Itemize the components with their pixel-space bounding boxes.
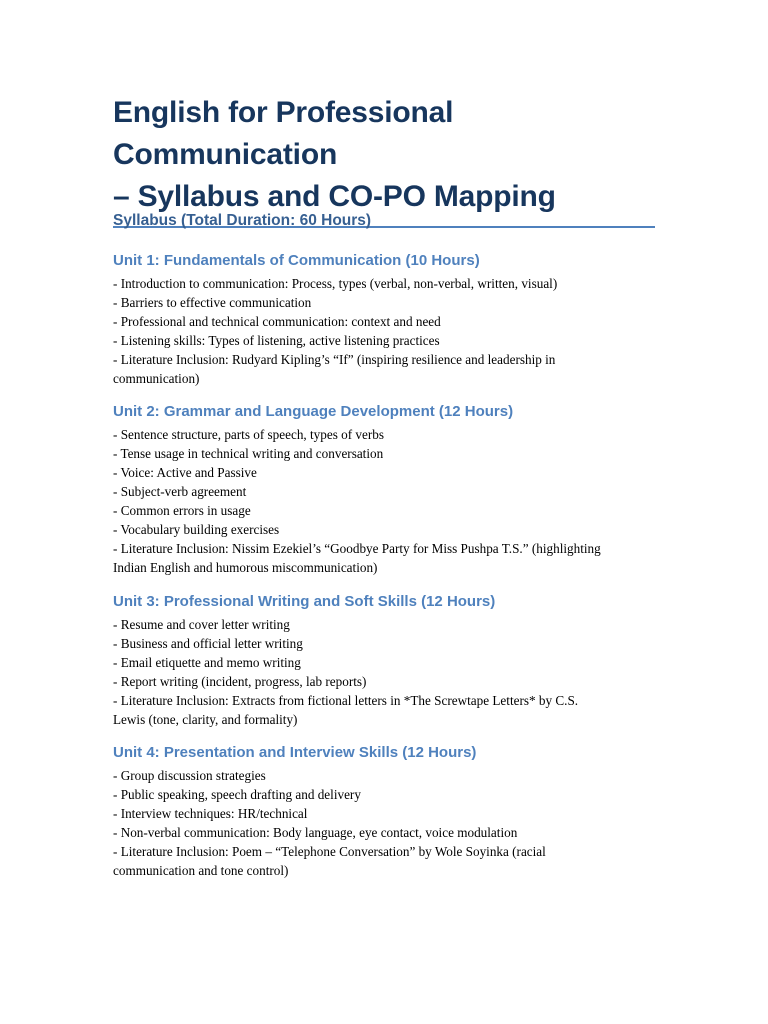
unit-4-line: - Non-verbal communication: Body language, eye contact, voice modulation	[113, 825, 518, 840]
unit-3-content	[113, 615, 658, 729]
document-page	[113, 92, 658, 878]
unit-3-line: - Email etiquette and memo writing	[113, 655, 301, 670]
unit-4-line: - Group discussion strategies	[113, 768, 266, 783]
unit-1-line: - Literature Inclusion: Rudyard Kipling’s “If” (inspiring resilience and leadership in	[113, 352, 556, 367]
unit-4-heading: Unit 4: Presentation and Interview Skills (12 Hours)	[113, 744, 477, 761]
unit-2-line: - Sentence structure, parts of speech, types of verbs	[113, 427, 384, 442]
title-line-1: English for Professional Communication	[113, 96, 454, 171]
unit-1-line: communication)	[113, 371, 200, 386]
unit-2-line: - Tense usage in technical writing and conversation	[113, 446, 384, 461]
unit-4-line: - Public speaking, speech drafting and delivery	[113, 787, 361, 802]
unit-4-line: - Interview techniques: HR/technical	[113, 806, 308, 821]
unit-1-heading: Unit 1: Fundamentals of Communication (10 Hours)	[113, 252, 480, 269]
unit-1-content	[113, 274, 658, 388]
unit-2-heading: Unit 2: Grammar and Language Development (12 Hours)	[113, 403, 514, 420]
unit-3-line: - Business and official letter writing	[113, 636, 303, 651]
unit-3-line: - Report writing (incident, progress, lab reports)	[113, 674, 367, 689]
unit-4-content	[113, 766, 658, 880]
unit-2-line: - Common errors in usage	[113, 503, 251, 518]
unit-1-line: - Introduction to communication: Process, types (verbal, non-verbal, written, visual)	[113, 276, 558, 291]
syllabus-heading: Syllabus (Total Duration: 60 Hours)	[113, 212, 372, 229]
unit-2-line: - Subject-verb agreement	[113, 484, 247, 499]
unit-3-line: - Literature Inclusion: Extracts from fictional letters in *The Screwtape Letters* by C.S.	[113, 693, 579, 708]
unit-2-line: Indian English and humorous miscommunication)	[113, 560, 378, 575]
title-line-2: – Syllabus and CO-PO Mapping	[113, 180, 556, 213]
unit-3-line: - Resume and cover letter writing	[113, 617, 290, 632]
unit-2-line: - Literature Inclusion: Nissim Ezekiel’s “Goodbye Party for Miss Pushpa T.S.” (highlighting	[113, 541, 601, 556]
unit-2-line: - Vocabulary building exercises	[113, 522, 280, 537]
unit-1-line: - Listening skills: Types of listening, active listening practices	[113, 333, 440, 348]
unit-3-line: Lewis (tone, clarity, and formality)	[113, 712, 298, 727]
document-title	[113, 92, 658, 218]
unit-3-heading: Unit 3: Professional Writing and Soft Skills (12 Hours)	[113, 593, 496, 610]
unit-4-line: - Literature Inclusion: Poem – “Telephone Conversation” by Wole Soyinka (racial	[113, 844, 546, 859]
unit-2-content	[113, 425, 658, 577]
unit-4-line: communication and tone control)	[113, 863, 289, 878]
unit-1-line: - Barriers to effective communication	[113, 295, 312, 310]
unit-1-line: - Professional and technical communication: context and need	[113, 314, 441, 329]
unit-2-line: - Voice: Active and Passive	[113, 465, 257, 480]
